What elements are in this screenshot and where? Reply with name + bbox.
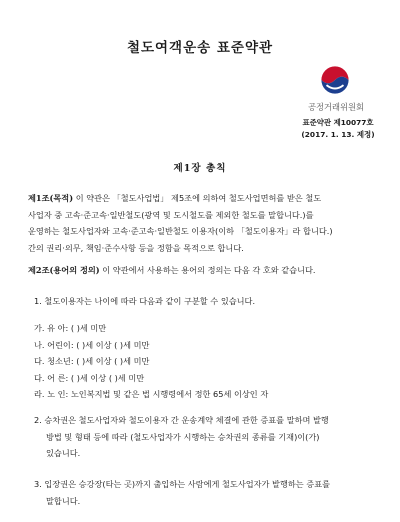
age-category-list [34,320,380,403]
item-1-text: 1. 철도이용자는 나이에 따라 다음과 같이 구분할 수 있습니다. [34,296,256,306]
article-1-text-line: 운영하는 철도사업자와 고속·준고속·일반철도 이용자(이하 「철도이용자」라 합니다.) [28,226,333,236]
government-seal-icon [318,63,352,97]
list-item: 라. 노 인: 노인복지법 및 같은 법 시행령에서 정한 65세 이상인 자 [34,389,269,399]
article-2-text-line: 이 약관에서 사용하는 용어의 정의는 다음 각 호와 같습니다. [99,265,316,275]
registration-date: (2017. 1. 13. 제정) [301,130,375,139]
list-item: 나. 어린이: ( )세 이상 ( )세 미만 [34,339,150,350]
item-2-text-line: 방법 및 형태 등에 따라 (철도사업자가 시행하는 승차권의 종류를 기재)이(가) [46,431,320,442]
registration-number: 표준약관 제10077호 [302,118,374,127]
item-3-text-line: 말합니다. [46,495,81,506]
document-title: 철도여객운송 표준약관 [126,40,274,56]
article-2-item-1 [34,293,380,310]
article-2-item-2 [34,412,380,462]
item-2-text-line: 있습니다. [46,448,81,458]
list-item: 가. 유 아: ( )세 미만 [34,323,107,333]
item-3-text-line: 3. 입장권은 승강장(타는 곳)까지 출입하는 사람에게 철도사업자가 발행하는 증표를 [34,479,331,489]
list-item: 다. 어 른: ( )세 이상 ( )세 미만 [34,372,145,383]
article-1-heading: 제1조(목적) [28,193,74,203]
list-item: 다. 청소년: ( )세 이상 ( )세 미만 [34,356,150,366]
article-1-text-line: 사업자 중 고속·준고속·일반철도(광역 및 도시철도를 제외한 철도를 말합니다.)를 [28,209,314,220]
article-2-item-3 [34,476,380,509]
article-2-heading: 제2조(용어의 정의) [28,265,100,275]
article-1 [28,190,380,256]
article-1-text-line: 간의 권리·의무, 책임·준수사항 등을 정함을 목적으로 합니다. [28,242,244,253]
agency-name: 공정거래위원회 [307,102,365,112]
item-2-text-line: 2. 승차권은 철도사업자와 철도이용자 간 운송계약 체결에 관한 증표를 말하며 발행 [34,415,329,425]
article-2 [28,262,380,279]
chapter-heading: 제1장 총칙 [173,163,227,174]
article-1-text-line: 이 약관은 「철도사업법」 제5조에 의하여 철도사업면허를 받은 철도 [73,193,322,203]
